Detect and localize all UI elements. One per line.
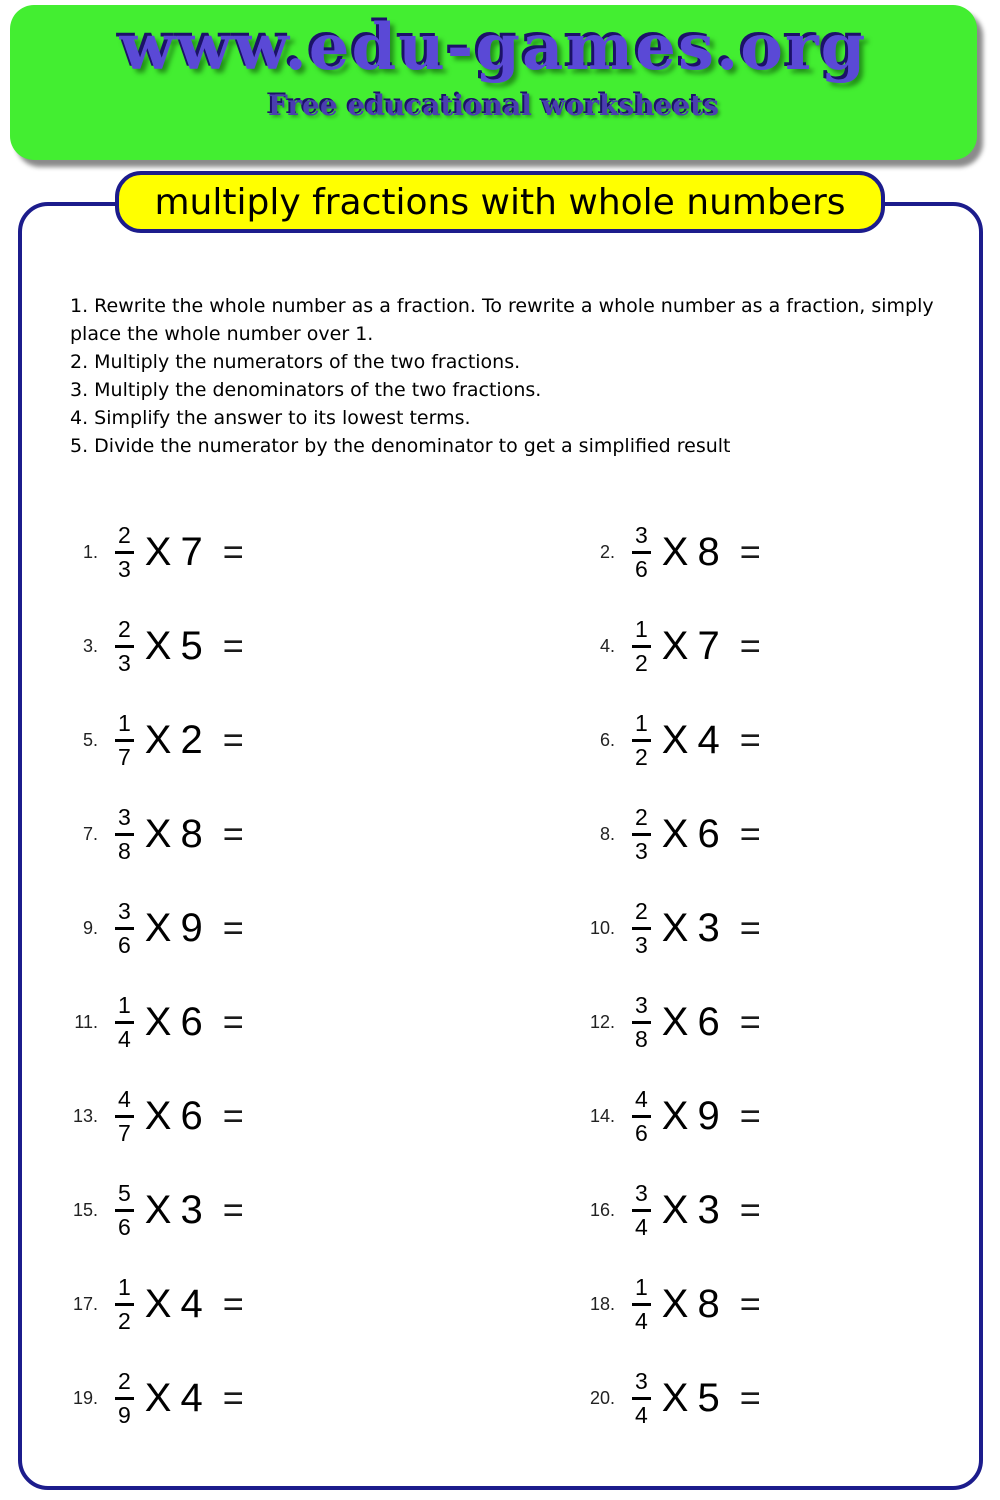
equals-symbol: = bbox=[222, 1189, 244, 1230]
fraction-denominator: 6 bbox=[635, 1119, 648, 1146]
equals-symbol: = bbox=[739, 813, 761, 854]
equals-symbol: = bbox=[739, 907, 761, 948]
site-tagline: Free educational worksheets bbox=[268, 89, 719, 123]
problem-row bbox=[505, 1163, 950, 1257]
multiply-symbol: X bbox=[661, 1093, 689, 1138]
fraction-numerator: 1 bbox=[632, 618, 651, 648]
fraction-numerator: 1 bbox=[632, 712, 651, 742]
whole-number: 4 bbox=[697, 717, 720, 762]
multiply-symbol: X bbox=[661, 1187, 689, 1232]
whole-number: 3 bbox=[180, 1187, 203, 1232]
whole-number: 8 bbox=[697, 529, 720, 574]
problem-row bbox=[505, 1069, 950, 1163]
problem-number: 1. bbox=[82, 541, 98, 562]
equals-symbol: = bbox=[739, 1283, 761, 1324]
fraction bbox=[115, 521, 134, 582]
problem-number: 19. bbox=[72, 1387, 98, 1408]
fraction-denominator: 6 bbox=[118, 931, 131, 958]
multiply-symbol: X bbox=[144, 905, 172, 950]
whole-number: 4 bbox=[180, 1375, 203, 1420]
problem-row bbox=[505, 693, 950, 787]
problem-number: 14. bbox=[589, 1105, 615, 1126]
whole-number: 5 bbox=[180, 623, 203, 668]
problem-row bbox=[60, 505, 505, 599]
fraction-numerator: 4 bbox=[115, 1088, 134, 1118]
problem-number: 12. bbox=[589, 1011, 615, 1032]
fraction bbox=[115, 615, 134, 676]
multiply-symbol: X bbox=[661, 529, 689, 574]
equals-symbol: = bbox=[222, 1095, 244, 1136]
problem-number: 13. bbox=[72, 1105, 98, 1126]
fraction-denominator: 2 bbox=[635, 743, 648, 770]
multiply-symbol: X bbox=[661, 905, 689, 950]
whole-number: 8 bbox=[180, 811, 203, 856]
problem-row bbox=[505, 975, 950, 1069]
fraction-denominator: 3 bbox=[635, 837, 648, 864]
equals-symbol: = bbox=[222, 531, 244, 572]
fraction bbox=[632, 1367, 651, 1428]
problem-number: 20. bbox=[589, 1387, 615, 1408]
problem-row bbox=[60, 1163, 505, 1257]
problem-row bbox=[60, 787, 505, 881]
problem-row bbox=[505, 599, 950, 693]
fraction bbox=[632, 1273, 651, 1334]
site-banner bbox=[10, 5, 977, 160]
instructions-block bbox=[70, 292, 950, 460]
worksheet-title: multiply fractions with whole numbers bbox=[154, 181, 846, 223]
fraction-denominator: 7 bbox=[118, 743, 131, 770]
problems-grid bbox=[60, 505, 960, 1445]
fraction-denominator: 6 bbox=[118, 1213, 131, 1240]
problem-number: 5. bbox=[82, 729, 98, 750]
fraction-denominator: 8 bbox=[635, 1025, 648, 1052]
fraction bbox=[632, 709, 651, 770]
instruction-line: 4. Simplify the answer to its lowest terms. bbox=[70, 407, 471, 429]
fraction-denominator: 7 bbox=[118, 1119, 131, 1146]
problem-number: 11. bbox=[74, 1011, 98, 1032]
fraction bbox=[115, 1085, 134, 1146]
instruction-line: 1. Rewrite the whole number as a fraction. To rewrite a whole number as a fraction, simply place the whole number over 1. bbox=[70, 295, 934, 345]
fraction bbox=[632, 615, 651, 676]
fraction-numerator: 2 bbox=[115, 524, 134, 554]
multiply-symbol: X bbox=[144, 811, 172, 856]
multiply-symbol: X bbox=[144, 623, 172, 668]
multiply-symbol: X bbox=[661, 811, 689, 856]
fraction bbox=[632, 803, 651, 864]
multiply-symbol: X bbox=[144, 529, 172, 574]
problem-row bbox=[60, 975, 505, 1069]
fraction-numerator: 2 bbox=[115, 1370, 134, 1400]
fraction bbox=[632, 1179, 651, 1240]
fraction bbox=[632, 991, 651, 1052]
problem-number: 2. bbox=[599, 541, 615, 562]
multiply-symbol: X bbox=[144, 717, 172, 762]
fraction-denominator: 4 bbox=[635, 1401, 648, 1428]
problem-row bbox=[60, 1069, 505, 1163]
fraction-numerator: 3 bbox=[632, 994, 651, 1024]
fraction-numerator: 1 bbox=[115, 712, 134, 742]
fraction bbox=[115, 1367, 134, 1428]
fraction-numerator: 3 bbox=[632, 1182, 651, 1212]
problem-row bbox=[505, 1351, 950, 1445]
equals-symbol: = bbox=[739, 531, 761, 572]
equals-symbol: = bbox=[739, 1001, 761, 1042]
fraction bbox=[115, 897, 134, 958]
problem-number: 15. bbox=[72, 1199, 98, 1220]
whole-number: 4 bbox=[180, 1281, 203, 1326]
whole-number: 5 bbox=[697, 1375, 720, 1420]
worksheet-title-pill bbox=[115, 171, 885, 233]
fraction-denominator: 3 bbox=[635, 931, 648, 958]
instruction-line: 5. Divide the numerator by the denominator to get a simplified result bbox=[70, 435, 731, 457]
fraction-numerator: 1 bbox=[632, 1276, 651, 1306]
equals-symbol: = bbox=[739, 625, 761, 666]
instruction-line: 3. Multiply the denominators of the two fractions. bbox=[70, 379, 542, 401]
equals-symbol: = bbox=[739, 1095, 761, 1136]
equals-symbol: = bbox=[739, 1189, 761, 1230]
fraction-numerator: 3 bbox=[115, 900, 134, 930]
equals-symbol: = bbox=[222, 907, 244, 948]
multiply-symbol: X bbox=[661, 1281, 689, 1326]
fraction-denominator: 4 bbox=[118, 1025, 131, 1052]
fraction-numerator: 3 bbox=[632, 1370, 651, 1400]
problem-number: 8. bbox=[599, 823, 615, 844]
fraction-numerator: 2 bbox=[632, 806, 651, 836]
fraction-denominator: 8 bbox=[118, 837, 131, 864]
fraction-denominator: 2 bbox=[118, 1307, 131, 1334]
problem-number: 6. bbox=[599, 729, 615, 750]
whole-number: 6 bbox=[697, 999, 720, 1044]
multiply-symbol: X bbox=[144, 1187, 172, 1232]
multiply-symbol: X bbox=[661, 717, 689, 762]
instruction-line: 2. Multiply the numerators of the two fractions. bbox=[70, 351, 521, 373]
multiply-symbol: X bbox=[144, 1093, 172, 1138]
whole-number: 3 bbox=[697, 905, 720, 950]
site-title: www.edu-games.org bbox=[119, 10, 868, 85]
fraction-numerator: 5 bbox=[115, 1182, 134, 1212]
equals-symbol: = bbox=[222, 625, 244, 666]
fraction-numerator: 2 bbox=[115, 618, 134, 648]
problem-row bbox=[505, 881, 950, 975]
whole-number: 9 bbox=[180, 905, 203, 950]
fraction-numerator: 3 bbox=[632, 524, 651, 554]
equals-symbol: = bbox=[739, 1377, 761, 1418]
problem-row bbox=[505, 1257, 950, 1351]
fraction-numerator: 1 bbox=[115, 1276, 134, 1306]
fraction bbox=[115, 1273, 134, 1334]
fraction-denominator: 3 bbox=[118, 649, 131, 676]
whole-number: 7 bbox=[697, 623, 720, 668]
fraction bbox=[115, 991, 134, 1052]
problem-row bbox=[60, 1351, 505, 1445]
multiply-symbol: X bbox=[661, 623, 689, 668]
problem-number: 16. bbox=[589, 1199, 615, 1220]
fraction-denominator: 9 bbox=[118, 1401, 131, 1428]
equals-symbol: = bbox=[222, 813, 244, 854]
problem-row bbox=[505, 505, 950, 599]
problem-number: 3. bbox=[82, 635, 98, 656]
equals-symbol: = bbox=[222, 719, 244, 760]
equals-symbol: = bbox=[739, 719, 761, 760]
multiply-symbol: X bbox=[661, 1375, 689, 1420]
problem-row bbox=[60, 881, 505, 975]
multiply-symbol: X bbox=[144, 999, 172, 1044]
problem-row bbox=[60, 599, 505, 693]
fraction-denominator: 4 bbox=[635, 1307, 648, 1334]
fraction-denominator: 6 bbox=[635, 555, 648, 582]
whole-number: 2 bbox=[180, 717, 203, 762]
problem-number: 10. bbox=[589, 917, 615, 938]
problem-row bbox=[60, 1257, 505, 1351]
fraction-denominator: 3 bbox=[118, 555, 131, 582]
whole-number: 6 bbox=[180, 1093, 203, 1138]
fraction-numerator: 3 bbox=[115, 806, 134, 836]
whole-number: 6 bbox=[697, 811, 720, 856]
fraction bbox=[115, 709, 134, 770]
fraction bbox=[632, 1085, 651, 1146]
equals-symbol: = bbox=[222, 1283, 244, 1324]
multiply-symbol: X bbox=[144, 1281, 172, 1326]
fraction bbox=[632, 897, 651, 958]
equals-symbol: = bbox=[222, 1001, 244, 1042]
whole-number: 3 bbox=[697, 1187, 720, 1232]
fraction bbox=[115, 803, 134, 864]
fraction bbox=[115, 1179, 134, 1240]
fraction-numerator: 2 bbox=[632, 900, 651, 930]
fraction-denominator: 2 bbox=[635, 649, 648, 676]
problem-row bbox=[505, 787, 950, 881]
whole-number: 7 bbox=[180, 529, 203, 574]
whole-number: 9 bbox=[697, 1093, 720, 1138]
fraction-numerator: 4 bbox=[632, 1088, 651, 1118]
multiply-symbol: X bbox=[661, 999, 689, 1044]
problem-number: 4. bbox=[599, 635, 615, 656]
problem-number: 18. bbox=[589, 1293, 615, 1314]
fraction-denominator: 4 bbox=[635, 1213, 648, 1240]
problem-row bbox=[60, 693, 505, 787]
problem-number: 9. bbox=[82, 917, 98, 938]
whole-number: 6 bbox=[180, 999, 203, 1044]
problem-number: 7. bbox=[82, 823, 98, 844]
multiply-symbol: X bbox=[144, 1375, 172, 1420]
fraction bbox=[632, 521, 651, 582]
whole-number: 8 bbox=[697, 1281, 720, 1326]
equals-symbol: = bbox=[222, 1377, 244, 1418]
problem-number: 17. bbox=[72, 1293, 98, 1314]
fraction-numerator: 1 bbox=[115, 994, 134, 1024]
